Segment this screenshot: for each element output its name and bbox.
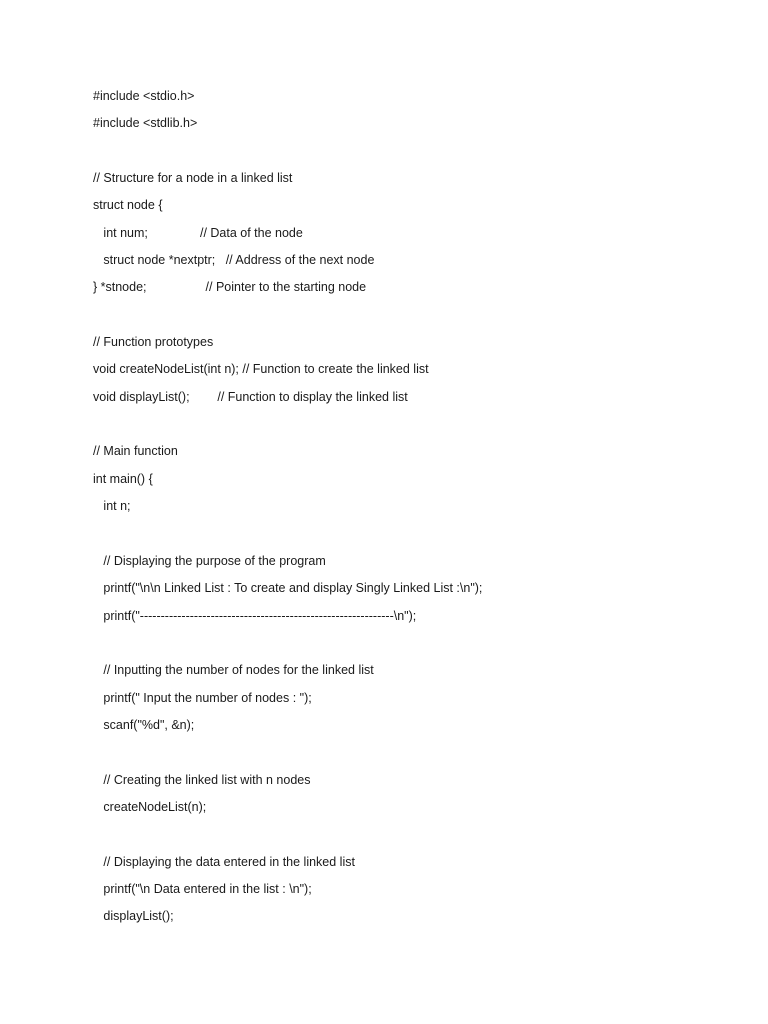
- code-line: // Main function: [93, 444, 178, 459]
- code-line: [93, 633, 733, 660]
- code-line: int n;: [93, 499, 131, 514]
- code-line: printf("\n\n Linked List : To create and display Singly Linked List :\n");: [93, 581, 483, 596]
- code-block: [93, 86, 733, 934]
- code-line: // Structure for a node in a linked list: [93, 171, 293, 186]
- code-line: [93, 305, 733, 332]
- code-line: [93, 742, 733, 769]
- code-line: [93, 824, 733, 851]
- code-line: // Inputting the number of nodes for the linked list: [93, 663, 374, 678]
- code-line: [93, 141, 733, 168]
- code-line: displayList();: [93, 909, 174, 924]
- code-line: int main() {: [93, 471, 153, 486]
- code-line: createNodeList(n);: [93, 799, 207, 814]
- code-line: // Displaying the data entered in the linked list: [93, 854, 355, 869]
- code-line: [93, 524, 733, 551]
- code-line: scanf("%d", &n);: [93, 717, 195, 732]
- code-line: void displayList(); // Function to display the linked list: [93, 389, 408, 404]
- code-line: // Creating the linked list with n nodes: [93, 772, 311, 787]
- code-line: int num; // Data of the node: [93, 225, 303, 240]
- code-line: #include <stdio.h>: [93, 89, 195, 103]
- code-line: struct node {: [93, 198, 163, 213]
- code-line: [93, 414, 733, 441]
- code-line: } *stnode; // Pointer to the starting node: [93, 280, 367, 295]
- code-line: printf("\n Data entered in the list : \n");: [93, 881, 312, 896]
- code-line: // Function prototypes: [93, 335, 214, 350]
- code-line: void createNodeList(int n); // Function to create the linked list: [93, 362, 429, 377]
- code-line: #include <stdlib.h>: [93, 116, 198, 131]
- code-line: struct node *nextptr; // Address of the next node: [93, 253, 375, 268]
- code-line: printf("-------------------------------------------------------------\n");: [93, 608, 417, 623]
- code-line: printf(" Input the number of nodes : ");: [93, 690, 312, 705]
- code-line: // Displaying the purpose of the program: [93, 553, 326, 568]
